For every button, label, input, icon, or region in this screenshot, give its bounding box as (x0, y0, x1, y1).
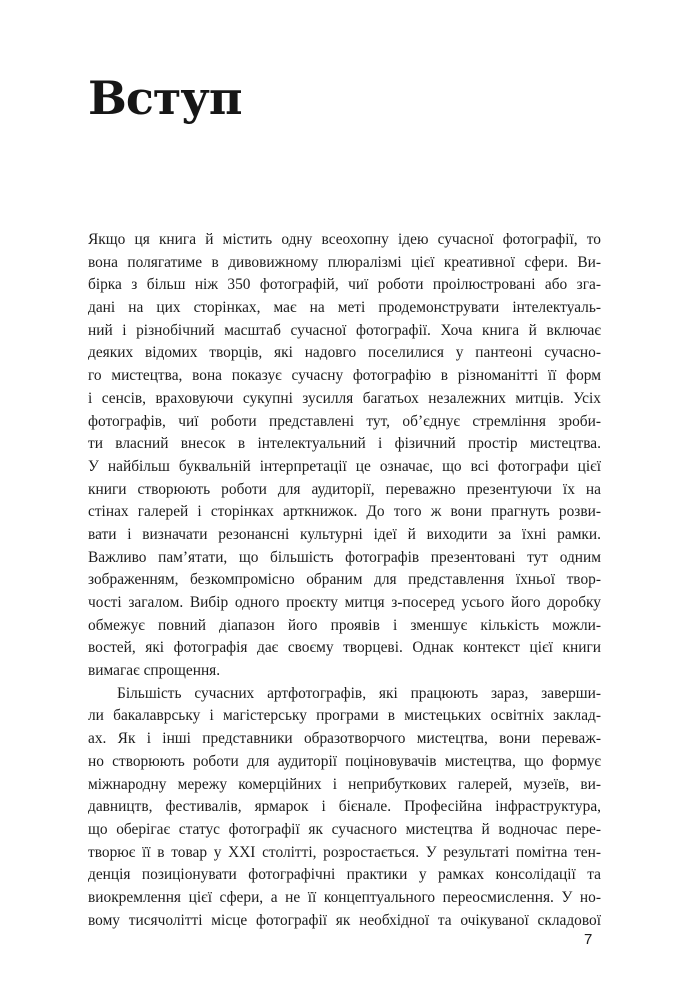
body-text (88, 229, 601, 932)
text-line: У найбільш буквальній інтерпретації це означає, що всі фотографи цієї (88, 457, 601, 475)
text-line: востей, які фотографія дає своєму творцеві. Однак контекст цієї книги (88, 639, 601, 657)
text-line: вати і визначати резонансні культурні ідеї й виходити за їхні рамки. (88, 525, 601, 543)
text-line: вимагає спрощення. (88, 662, 221, 680)
paragraph (88, 229, 601, 683)
text-line: денція позиціонувати фотографічні практики у рамках консолідації та (88, 866, 601, 884)
text-line: фотографів, чиї роботи представлені тут, об’єднує стремління зроби- (88, 412, 601, 430)
text-line: Важливо пам’ятати, що більшість фотографів презентовані тут одним (88, 548, 601, 566)
text-line: ах. Як і інші представники образотворчого мистецтва, вони переваж- (88, 730, 601, 748)
text-line: го мистецтва, вона показує сучасну фотографію в різноманітті її форм (88, 367, 601, 385)
page-title: Вступ (88, 71, 242, 125)
text-line: чості загалом. Вибір одного проєкту митця з-посеред усього його доробку (88, 594, 601, 611)
text-line: книги створюють роботи для аудиторії, переважно презентуючи їх на (88, 480, 601, 498)
text-line: давництв, фестивалів, ярмарок і бієнале. Професійна інфраструктура, (88, 798, 601, 816)
text-line: обмежує повний діапазон його проявів і зменшує кількість можли- (88, 616, 601, 634)
text-line: зображенням, безкомпромісно обраним для представлення їхньої твор- (88, 571, 601, 589)
text-line: творює її в товар у XXI столітті, розростається. У результаті помітна тен- (88, 843, 601, 861)
text-line: вому тисячолітті місце фотографії як необхідної та очікуваної складової (88, 911, 601, 929)
text-line: що оберігає статус фотографії як сучасного мистецтва й водночас пере- (88, 820, 601, 838)
text-line: стінах галерей і сторінках арткнижок. До того ж вони прагнуть розви- (88, 503, 601, 521)
text-line: но створюють роботи для аудиторії поціновувачів мистецтва, що формує (88, 752, 601, 770)
text-line: виокремлення цієї сфери, а не її концептуального переосмислення. У но- (88, 888, 601, 906)
page-number: 7 (584, 931, 593, 948)
paragraph (88, 683, 601, 933)
text-line: і сенсів, враховуючи сукупні зусилля багатьох незалежних митців. Усіх (88, 389, 601, 407)
text-line: Більшість сучасних артфотографів, які працюють зараз, заверши- (117, 684, 601, 702)
text-line: ний і різнобічний масштаб сучасної фотографії. Хоча книга й включає (88, 321, 601, 339)
text-line: вона полягатиме в дивовижному плюралізмі цієї креативної сфери. Ви- (88, 253, 601, 271)
text-line: ли бакалаврську і магістерську програми в мистецьких освітніх заклад- (88, 707, 601, 725)
text-line: бірка з більш ніж 350 фотографій, чиї роботи проілюстровані або зга- (88, 276, 601, 294)
text-line: ти власний внесок в інтелектуальний і фізичний простір мистецтва. (88, 435, 601, 453)
text-line: міжнародну мережу комерційних і неприбуткових галерей, музеїв, ви- (88, 775, 601, 793)
text-line: Якщо ця книга й містить одну всеохопну ідею сучасної фотографії, то (88, 231, 601, 248)
text-line: деяких відомих творців, які надовго поселилися у пантеоні сучасно- (88, 344, 601, 362)
text-line: дані на цих сторінках, має на меті продемонструвати інтелектуаль- (88, 299, 601, 317)
